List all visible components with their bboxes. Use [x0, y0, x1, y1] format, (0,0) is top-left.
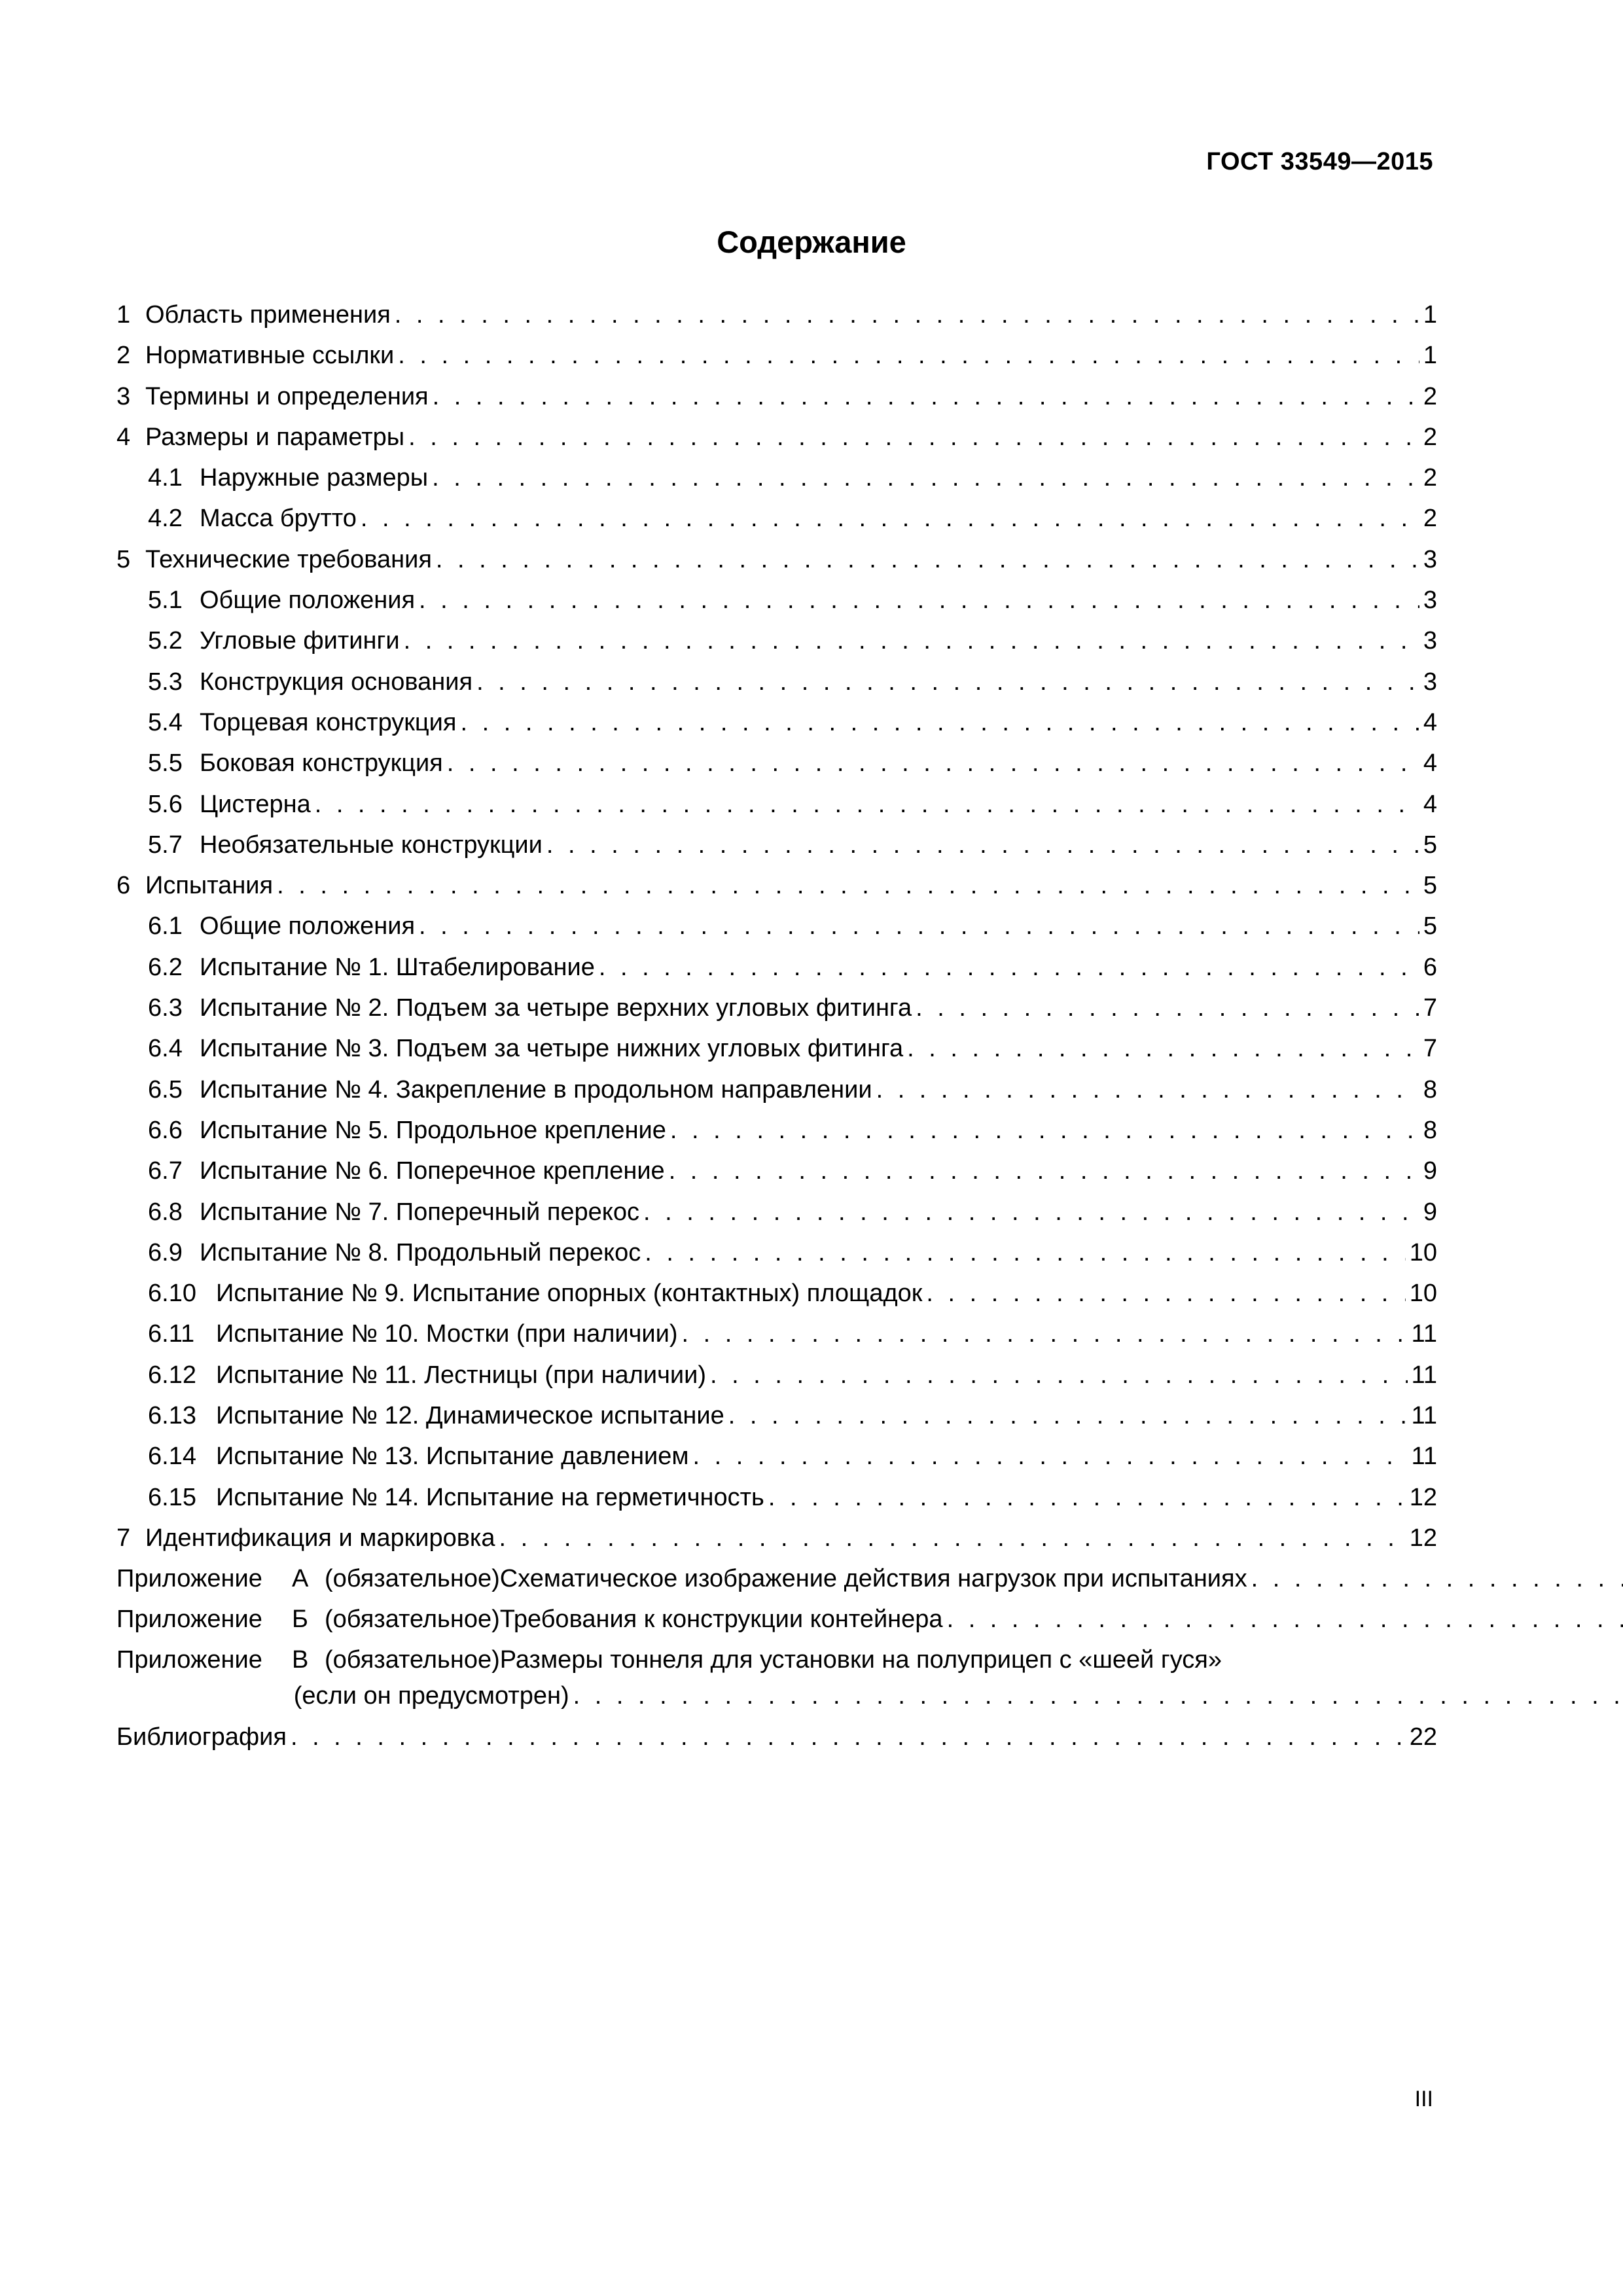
toc-title: Испытание № 9. Испытание опорных (контактных) площадок	[216, 1280, 923, 1308]
toc-entry	[116, 988, 1437, 1028]
toc-title: Испытание № 6. Поперечное крепление	[200, 1157, 665, 1185]
toc-page: 5	[1423, 912, 1437, 941]
appendix-label	[116, 1602, 500, 1638]
toc-entry	[116, 865, 1437, 906]
toc-number: 7	[116, 1524, 131, 1552]
toc-page: 1	[1423, 301, 1437, 329]
toc-page: 11	[1411, 1402, 1437, 1430]
leader-dots	[398, 335, 1419, 376]
appendix-word: Приложение	[116, 1605, 262, 1634]
leader-dots	[599, 947, 1419, 988]
leader-dots	[645, 1232, 1405, 1273]
leader-dots	[728, 1395, 1408, 1436]
toc-number: 5.5	[148, 749, 183, 778]
toc-title: Испытание № 12. Динамическое испытание	[216, 1402, 724, 1430]
toc-title: Боковая конструкция	[200, 749, 443, 778]
toc-entry	[116, 376, 1437, 417]
toc-title: Конструкция основания	[200, 668, 473, 696]
leader-dots	[432, 457, 1419, 498]
toc-number: 6.15	[148, 1483, 196, 1511]
leader-dots	[573, 1678, 1623, 1714]
appendix-word: Приложение	[116, 1565, 262, 1593]
toc-number: 6.8	[148, 1198, 183, 1226]
leader-dots	[947, 1602, 1623, 1638]
toc-title: Испытание № 13. Испытание давлением	[216, 1443, 689, 1471]
toc-page: 5	[1423, 831, 1437, 859]
toc-title: Испытание № 4. Закрепление в продольном направлении	[200, 1075, 872, 1103]
toc-number: 6.6	[148, 1116, 183, 1144]
toc-page: 12	[1409, 1524, 1437, 1552]
leader-dots	[408, 417, 1419, 457]
bibliography-title: Библиография	[116, 1723, 287, 1751]
toc-page: 3	[1423, 668, 1437, 696]
toc-number: 4.1	[148, 464, 183, 492]
toc-number: 5.1	[148, 586, 183, 615]
toc-page: 5	[1423, 872, 1437, 900]
toc-number: 6.3	[148, 994, 183, 1022]
toc-title: Испытание № 11. Лестницы (при наличии)	[216, 1361, 706, 1389]
toc-number: 6	[116, 872, 131, 900]
appendix-title: Требования к конструкции контейнера	[499, 1605, 943, 1634]
leader-dots	[907, 1028, 1419, 1069]
toc-entry	[116, 662, 1437, 702]
toc-number: 6.12	[148, 1361, 196, 1389]
toc-entry	[116, 1069, 1437, 1110]
toc-title: Испытание № 5. Продольное крепление	[200, 1116, 666, 1144]
bibliography-entry	[116, 1717, 1437, 1757]
appendix-entry	[116, 1561, 1437, 1597]
toc-number: 5.4	[148, 708, 183, 736]
leader-dots	[419, 906, 1419, 946]
appendix-status: (обязательное)	[325, 1565, 500, 1593]
toc-number: 6.4	[148, 1035, 183, 1063]
toc-entry	[116, 784, 1437, 825]
toc-number: 5.2	[148, 627, 183, 655]
leader-dots	[433, 376, 1419, 417]
appendix-letter: Б	[292, 1605, 308, 1634]
appendix-entry	[116, 1642, 1437, 1714]
toc-page: 10	[1409, 1280, 1437, 1308]
toc-page: 4	[1423, 749, 1437, 778]
toc-number: 6.10	[148, 1280, 196, 1308]
toc-entry	[116, 620, 1437, 661]
toc-title: Испытания	[145, 872, 274, 900]
toc-title: Испытание № 8. Продольный перекос	[200, 1238, 641, 1266]
toc-page: 2	[1423, 423, 1437, 451]
toc-page: 9	[1423, 1198, 1437, 1226]
leader-dots	[710, 1355, 1408, 1395]
toc-title: Необязательные конструкции	[200, 831, 543, 859]
toc-number: 6.14	[148, 1443, 196, 1471]
toc-page: 8	[1423, 1116, 1437, 1144]
leader-dots	[277, 865, 1419, 906]
toc-entry	[116, 580, 1437, 620]
toc-number: 6.2	[148, 953, 183, 981]
leader-dots	[768, 1477, 1406, 1518]
toc-number: 4	[116, 423, 131, 451]
leader-dots	[315, 784, 1419, 825]
toc-entry	[116, 417, 1437, 457]
appendix-title: Схематическое изображение действия нагрузок при испытаниях	[499, 1565, 1247, 1593]
toc-page: 4	[1423, 790, 1437, 818]
toc-number: 6.9	[148, 1238, 183, 1266]
toc-page: 8	[1423, 1075, 1437, 1103]
leader-dots	[461, 702, 1419, 743]
toc-entry	[116, 1273, 1437, 1314]
toc-number: 6.7	[148, 1157, 183, 1185]
toc-entry	[116, 335, 1437, 376]
toc-page: 1	[1423, 342, 1437, 370]
appendix-label	[116, 1561, 500, 1597]
toc-entry	[116, 1395, 1437, 1436]
appendix-entry	[116, 1602, 1437, 1638]
toc-page: 2	[1423, 382, 1437, 410]
toc-entry	[116, 947, 1437, 988]
toc-title: Размеры и параметры	[145, 423, 405, 451]
appendix-status: (обязательное)	[325, 1646, 500, 1674]
toc-title: Испытание № 7. Поперечный перекос	[200, 1198, 639, 1226]
toc-entry	[116, 1355, 1437, 1395]
toc-number: 5.6	[148, 790, 183, 818]
toc-page: 3	[1423, 545, 1437, 573]
toc-number: 2	[116, 342, 131, 370]
appendix-title: Размеры тоннеля для установки на полуприцеп с «шеей гуся»	[499, 1646, 1222, 1674]
toc-title: Торцевая конструкция	[200, 708, 457, 736]
toc-page: 2	[1423, 464, 1437, 492]
toc-number: 5.7	[148, 831, 183, 859]
leader-dots	[499, 1518, 1406, 1558]
toc-entry	[116, 702, 1437, 743]
toc-page: 11	[1411, 1320, 1437, 1348]
toc-entry	[116, 1028, 1437, 1069]
toc-title: Идентификация и маркировка	[145, 1524, 495, 1552]
leader-dots	[916, 988, 1419, 1028]
toc-page: 3	[1423, 627, 1437, 655]
page-number: III	[1414, 2087, 1433, 2111]
toc-entry	[116, 743, 1437, 783]
toc-entry	[116, 906, 1437, 946]
leader-dots	[670, 1110, 1419, 1151]
leader-dots	[419, 580, 1419, 620]
leader-dots	[926, 1273, 1405, 1314]
toc-entry	[116, 1518, 1437, 1558]
toc-number: 3	[116, 382, 131, 410]
leader-dots	[291, 1717, 1406, 1757]
appendix-title-continued: (если он предусмотрен)	[293, 1682, 569, 1710]
table-of-contents	[116, 295, 1437, 1758]
appendix-letter: А	[292, 1565, 309, 1593]
toc-number: 6.13	[148, 1402, 196, 1430]
toc-page: 7	[1423, 1035, 1437, 1063]
page-title: Содержание	[717, 224, 906, 259]
leader-dots	[476, 662, 1419, 702]
toc-title: Испытание № 1. Штабелирование	[200, 953, 595, 981]
toc-entry	[116, 1232, 1437, 1273]
toc-title: Общие положения	[200, 912, 416, 941]
leader-dots	[643, 1192, 1419, 1232]
leader-dots	[876, 1069, 1419, 1110]
leader-dots	[682, 1314, 1408, 1354]
toc-title: Испытание № 3. Подъем за четыре нижних угловых фитинга	[200, 1035, 904, 1063]
toc-entry	[116, 1151, 1437, 1191]
toc-title: Общие положения	[200, 586, 416, 615]
toc-title: Испытание № 14. Испытание на герметичность	[216, 1483, 764, 1511]
toc-entry	[116, 295, 1437, 335]
toc-entry	[116, 498, 1437, 539]
toc-number: 6.11	[148, 1320, 195, 1348]
appendix-word: Приложение	[116, 1646, 262, 1674]
leader-dots	[361, 498, 1419, 539]
toc-title: Угловые фитинги	[200, 627, 400, 655]
document-code: ГОСТ 33549—2015	[1206, 148, 1433, 175]
toc-page: 4	[1423, 708, 1437, 736]
leader-dots	[447, 743, 1419, 783]
toc-page: 11	[1411, 1361, 1437, 1389]
toc-title: Наружные размеры	[200, 464, 429, 492]
toc-number: 4.2	[148, 505, 183, 533]
toc-entry	[116, 825, 1437, 865]
toc-number: 6.1	[148, 912, 183, 941]
toc-entry	[116, 539, 1437, 580]
toc-page: 10	[1409, 1238, 1437, 1266]
toc-title: Испытание № 10. Мостки (при наличии)	[216, 1320, 678, 1348]
toc-entry	[116, 1314, 1437, 1354]
toc-title: Масса брутто	[200, 505, 357, 533]
toc-page: 11	[1411, 1443, 1437, 1471]
toc-title: Область применения	[145, 301, 391, 329]
toc-page: 2	[1423, 505, 1437, 533]
toc-number: 1	[116, 301, 131, 329]
leader-dots	[1251, 1561, 1623, 1597]
toc-title: Технические требования	[145, 545, 432, 573]
toc-page: 9	[1423, 1157, 1437, 1185]
toc-title: Термины и определения	[145, 382, 429, 410]
toc-page: 3	[1423, 586, 1437, 615]
toc-number: 5.3	[148, 668, 183, 696]
toc-entry	[116, 1192, 1437, 1232]
toc-number: 5	[116, 545, 131, 573]
leader-dots	[436, 539, 1419, 580]
toc-page: 22	[1409, 1723, 1437, 1751]
leader-dots	[693, 1436, 1408, 1477]
leader-dots	[404, 620, 1419, 661]
toc-title: Цистерна	[200, 790, 311, 818]
toc-page: 6	[1423, 953, 1437, 981]
leader-dots	[395, 295, 1419, 335]
toc-entry	[116, 1110, 1437, 1151]
leader-dots	[546, 825, 1419, 865]
toc-title: Испытание № 2. Подъем за четыре верхних угловых фитинга	[200, 994, 912, 1022]
toc-number: 6.5	[148, 1075, 183, 1103]
leader-dots	[669, 1151, 1419, 1191]
toc-page: 7	[1423, 994, 1437, 1022]
toc-entry	[116, 457, 1437, 498]
appendix-letter: В	[292, 1646, 309, 1674]
toc-page: 12	[1409, 1483, 1437, 1511]
appendix-status: (обязательное)	[325, 1605, 500, 1634]
toc-entry	[116, 1436, 1437, 1477]
toc-title: Нормативные ссылки	[145, 342, 395, 370]
toc-entry	[116, 1477, 1437, 1518]
